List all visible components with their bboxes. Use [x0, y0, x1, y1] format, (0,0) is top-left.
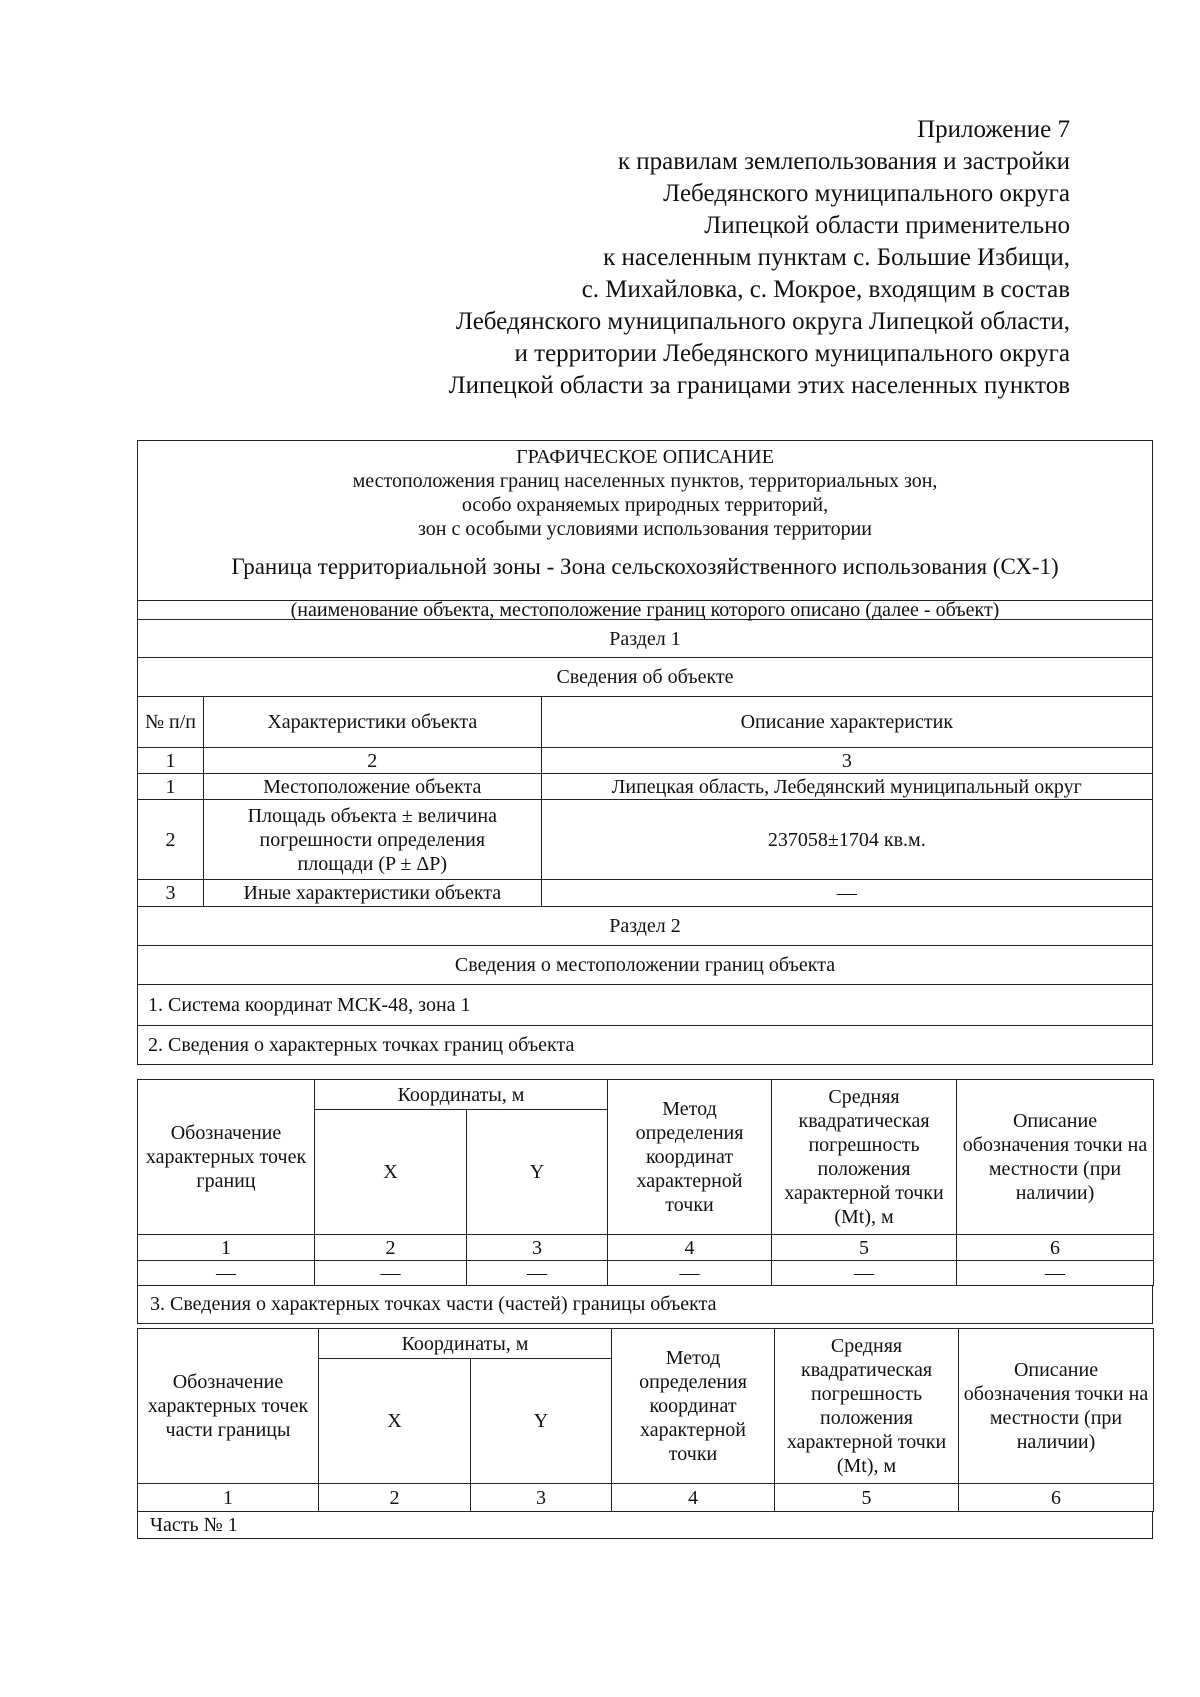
row-name: Местоположение объекта	[203, 774, 541, 800]
col-number: 6	[959, 1484, 1154, 1512]
part-label: Часть № 1	[137, 1512, 1153, 1539]
col-number: 5	[772, 1235, 957, 1261]
section2-title: Сведения о местоположении границ объекта	[138, 946, 1153, 985]
section1-title: Сведения об объекте	[138, 658, 1153, 697]
header-line: Лебедянского муниципального округа Липецкой области,	[455, 308, 1070, 335]
header-line: с. Михайловка, с. Мокрое, входящим в состав	[581, 276, 1070, 303]
col-number: 3	[471, 1484, 612, 1512]
col-header-number: № п/п	[138, 697, 204, 748]
table-row	[138, 774, 1153, 800]
error-header: Средняя квадратичеcкая погрешность положения характерной точки (Mt), м	[775, 1329, 959, 1484]
title-cell	[138, 441, 1153, 601]
y-header: Y	[471, 1359, 612, 1484]
x-header: X	[315, 1110, 467, 1235]
coord-system: 1. Система координат МСК-48, зона 1	[138, 985, 1153, 1026]
section1-label: Раздел 1	[138, 620, 1153, 658]
empty-cell: —	[772, 1261, 957, 1286]
designation-part-header: Обозначение характерных точек части границы	[138, 1329, 319, 1484]
header-line: к правилам землепользования и застройки	[617, 148, 1070, 175]
col-number: 2	[203, 748, 541, 774]
doc-subtitle: особо охраняемых природных территорий,	[461, 494, 829, 516]
zone-note: (наименование объекта, местоположение границ которого описано (далее - объект)	[138, 601, 1153, 620]
points-title: 2. Сведения о характерных точках границ объекта	[138, 1026, 1153, 1065]
table-row	[138, 880, 1153, 907]
points-table	[137, 1079, 1154, 1286]
empty-cell: —	[608, 1261, 772, 1286]
method-header: Метод определения координат характерной точки	[612, 1329, 775, 1484]
col-number: 1	[138, 748, 204, 774]
row-number: 3	[138, 880, 204, 907]
doc-title: ГРАФИЧЕСКОЕ ОПИСАНИЕ	[516, 446, 774, 468]
row-name: Площадь объекта ± величина погрешности определения площади (P ± ΔP)	[203, 800, 541, 880]
row-number: 2	[138, 800, 204, 880]
col-number: 4	[612, 1484, 775, 1512]
empty-cell: —	[315, 1261, 467, 1286]
col-number: 3	[467, 1235, 608, 1261]
part-points-table	[137, 1328, 1154, 1512]
col-number: 4	[608, 1235, 772, 1261]
col-header-characteristics: Характеристики объекта	[203, 697, 541, 748]
table-row	[138, 800, 1153, 880]
col-number: 2	[319, 1484, 471, 1512]
description-header: Описание обозначения точки на местности (при наличии)	[957, 1080, 1154, 1235]
designation-header: Обозначение характерных точек границ	[138, 1080, 315, 1235]
method-header: Метод определения координат характерной точки	[608, 1080, 772, 1235]
y-header: Y	[467, 1110, 608, 1235]
col-number: 2	[315, 1235, 467, 1261]
header-line: и территории Лебедянского муниципального округа	[514, 340, 1070, 367]
row-value: Липецкая область, Лебедянский муниципальный округ	[541, 774, 1152, 800]
col-number: 5	[775, 1484, 959, 1512]
object-info-table	[137, 440, 1153, 1065]
appendix-header	[310, 114, 1070, 402]
doc-subtitle: зон с особыми условиями использования территории	[417, 518, 873, 540]
col-header-description: Описание характеристик	[541, 697, 1152, 748]
row-value: 237058±1704 кв.м.	[541, 800, 1152, 880]
x-header: X	[319, 1359, 471, 1484]
row-name: Иные характеристики объекта	[203, 880, 541, 907]
col-number: 6	[957, 1235, 1154, 1261]
coords-header: Координаты, м	[319, 1329, 612, 1359]
doc-subtitle: местоположения границ населенных пунктов, территориальных зон,	[352, 470, 938, 492]
empty-cell: —	[138, 1261, 315, 1286]
col-number: 1	[138, 1235, 315, 1261]
col-number: 3	[541, 748, 1152, 774]
header-line: Лебедянского муниципального округа	[663, 180, 1070, 207]
empty-cell: —	[467, 1261, 608, 1286]
empty-cell: —	[957, 1261, 1154, 1286]
error-header: Средняя квадратичеcкая погрешность положения характерной точки (Mt), м	[772, 1080, 957, 1235]
col-number: 1	[138, 1484, 319, 1512]
table-row	[138, 1261, 1154, 1286]
section2-label: Раздел 2	[138, 907, 1153, 946]
header-line: Липецкой области за границами этих населенных пунктов	[448, 372, 1070, 399]
parts-title: 3. Сведения о характерных точках части (частей) границы объекта	[137, 1285, 1153, 1324]
header-line: к населенным пунктам с. Большие Избищи,	[603, 244, 1070, 271]
header-line: Липецкой области применительно	[704, 212, 1070, 239]
coords-header: Координаты, м	[315, 1080, 608, 1110]
zone-name: Граница территориальной зоны - Зона сельскохозяйственного использования (СХ-1)	[231, 554, 1059, 579]
description-header: Описание обозначения точки на местности (при наличии)	[959, 1329, 1154, 1484]
row-number: 1	[138, 774, 204, 800]
header-line: Приложение 7	[917, 116, 1070, 143]
row-value: —	[541, 880, 1152, 907]
